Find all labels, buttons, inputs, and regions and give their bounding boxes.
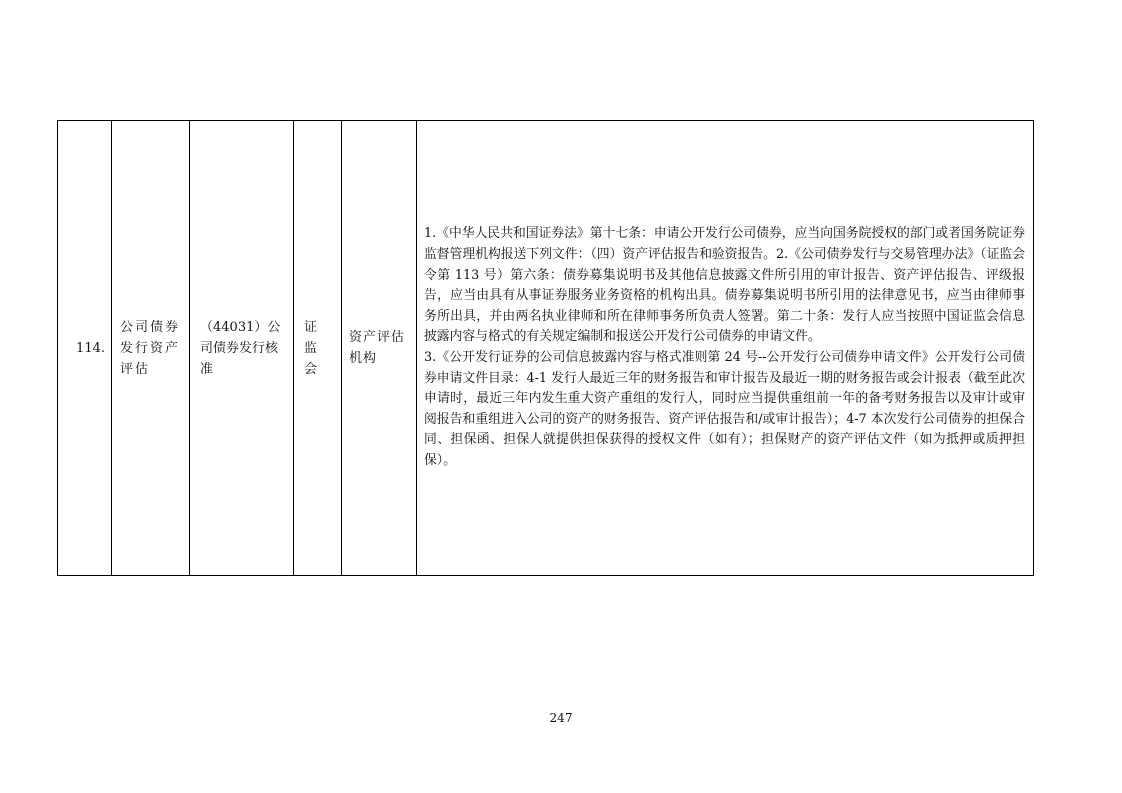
- page-number: 247: [549, 711, 573, 725]
- table-row: [58, 121, 1034, 576]
- legal-basis-paragraph: 3.《公开发行证券的公司信息披露内容与格式准则第 24 号--公开发行公司债券申请文件》公开发行公司债券申请文件目录：4-1 发行人最近三年的财务报告和审计报告及最近一期的财务报告或会计报表（截至此次申请时，最近三年内发生重大资产重组的发行人，同时应当提供重组前一年的备考财务报告以及审计或审阅报告和重组进入公司的资产的财务报告、资产评估报告和/或审计报告）；4-7 本次发行公司债券的担保合同、担保函、担保人就提供担保获得的授权文件（如有）；担保财产的资产评估文件（如为抵押或质押担保）。: [424, 350, 1025, 468]
- legal-basis-paragraph: 1.《中华人民共和国证券法》第十七条：申请公开发行公司债券，应当向国务院授权的部门或者国务院证券监督管理机构报送下列文件：（四）资产评估报告和验资报告。2.《公司债券发行与交易管理办法》（证监会令第 113 号）第六条：债券募集说明书及其他信息披露文件所引用的审计报告、资产评估报告、评级报告，应当由具有从事证券服务业务资格的机构出具。债券募集说明书所引用的法律意见书，应当由律师事务所出具，并由两名执业律师和所在律师事务所负责人签署。第二十条：发行人应当按照中国证监会信息披露内容与格式的有关规定编制和报送公开发行公司债券的申请文件。: [424, 226, 1025, 345]
- row-number: 114.: [58, 121, 112, 576]
- department-cell: 证监会: [294, 121, 342, 576]
- regulation-table: [57, 120, 1034, 576]
- item-name-cell: 公司债券发行资产评估: [112, 121, 190, 576]
- approval-item-cell: （44031）公司债券发行核准: [190, 121, 294, 576]
- legal-basis-cell: [417, 121, 1034, 576]
- subject-cell: 资产评估机构: [342, 121, 417, 576]
